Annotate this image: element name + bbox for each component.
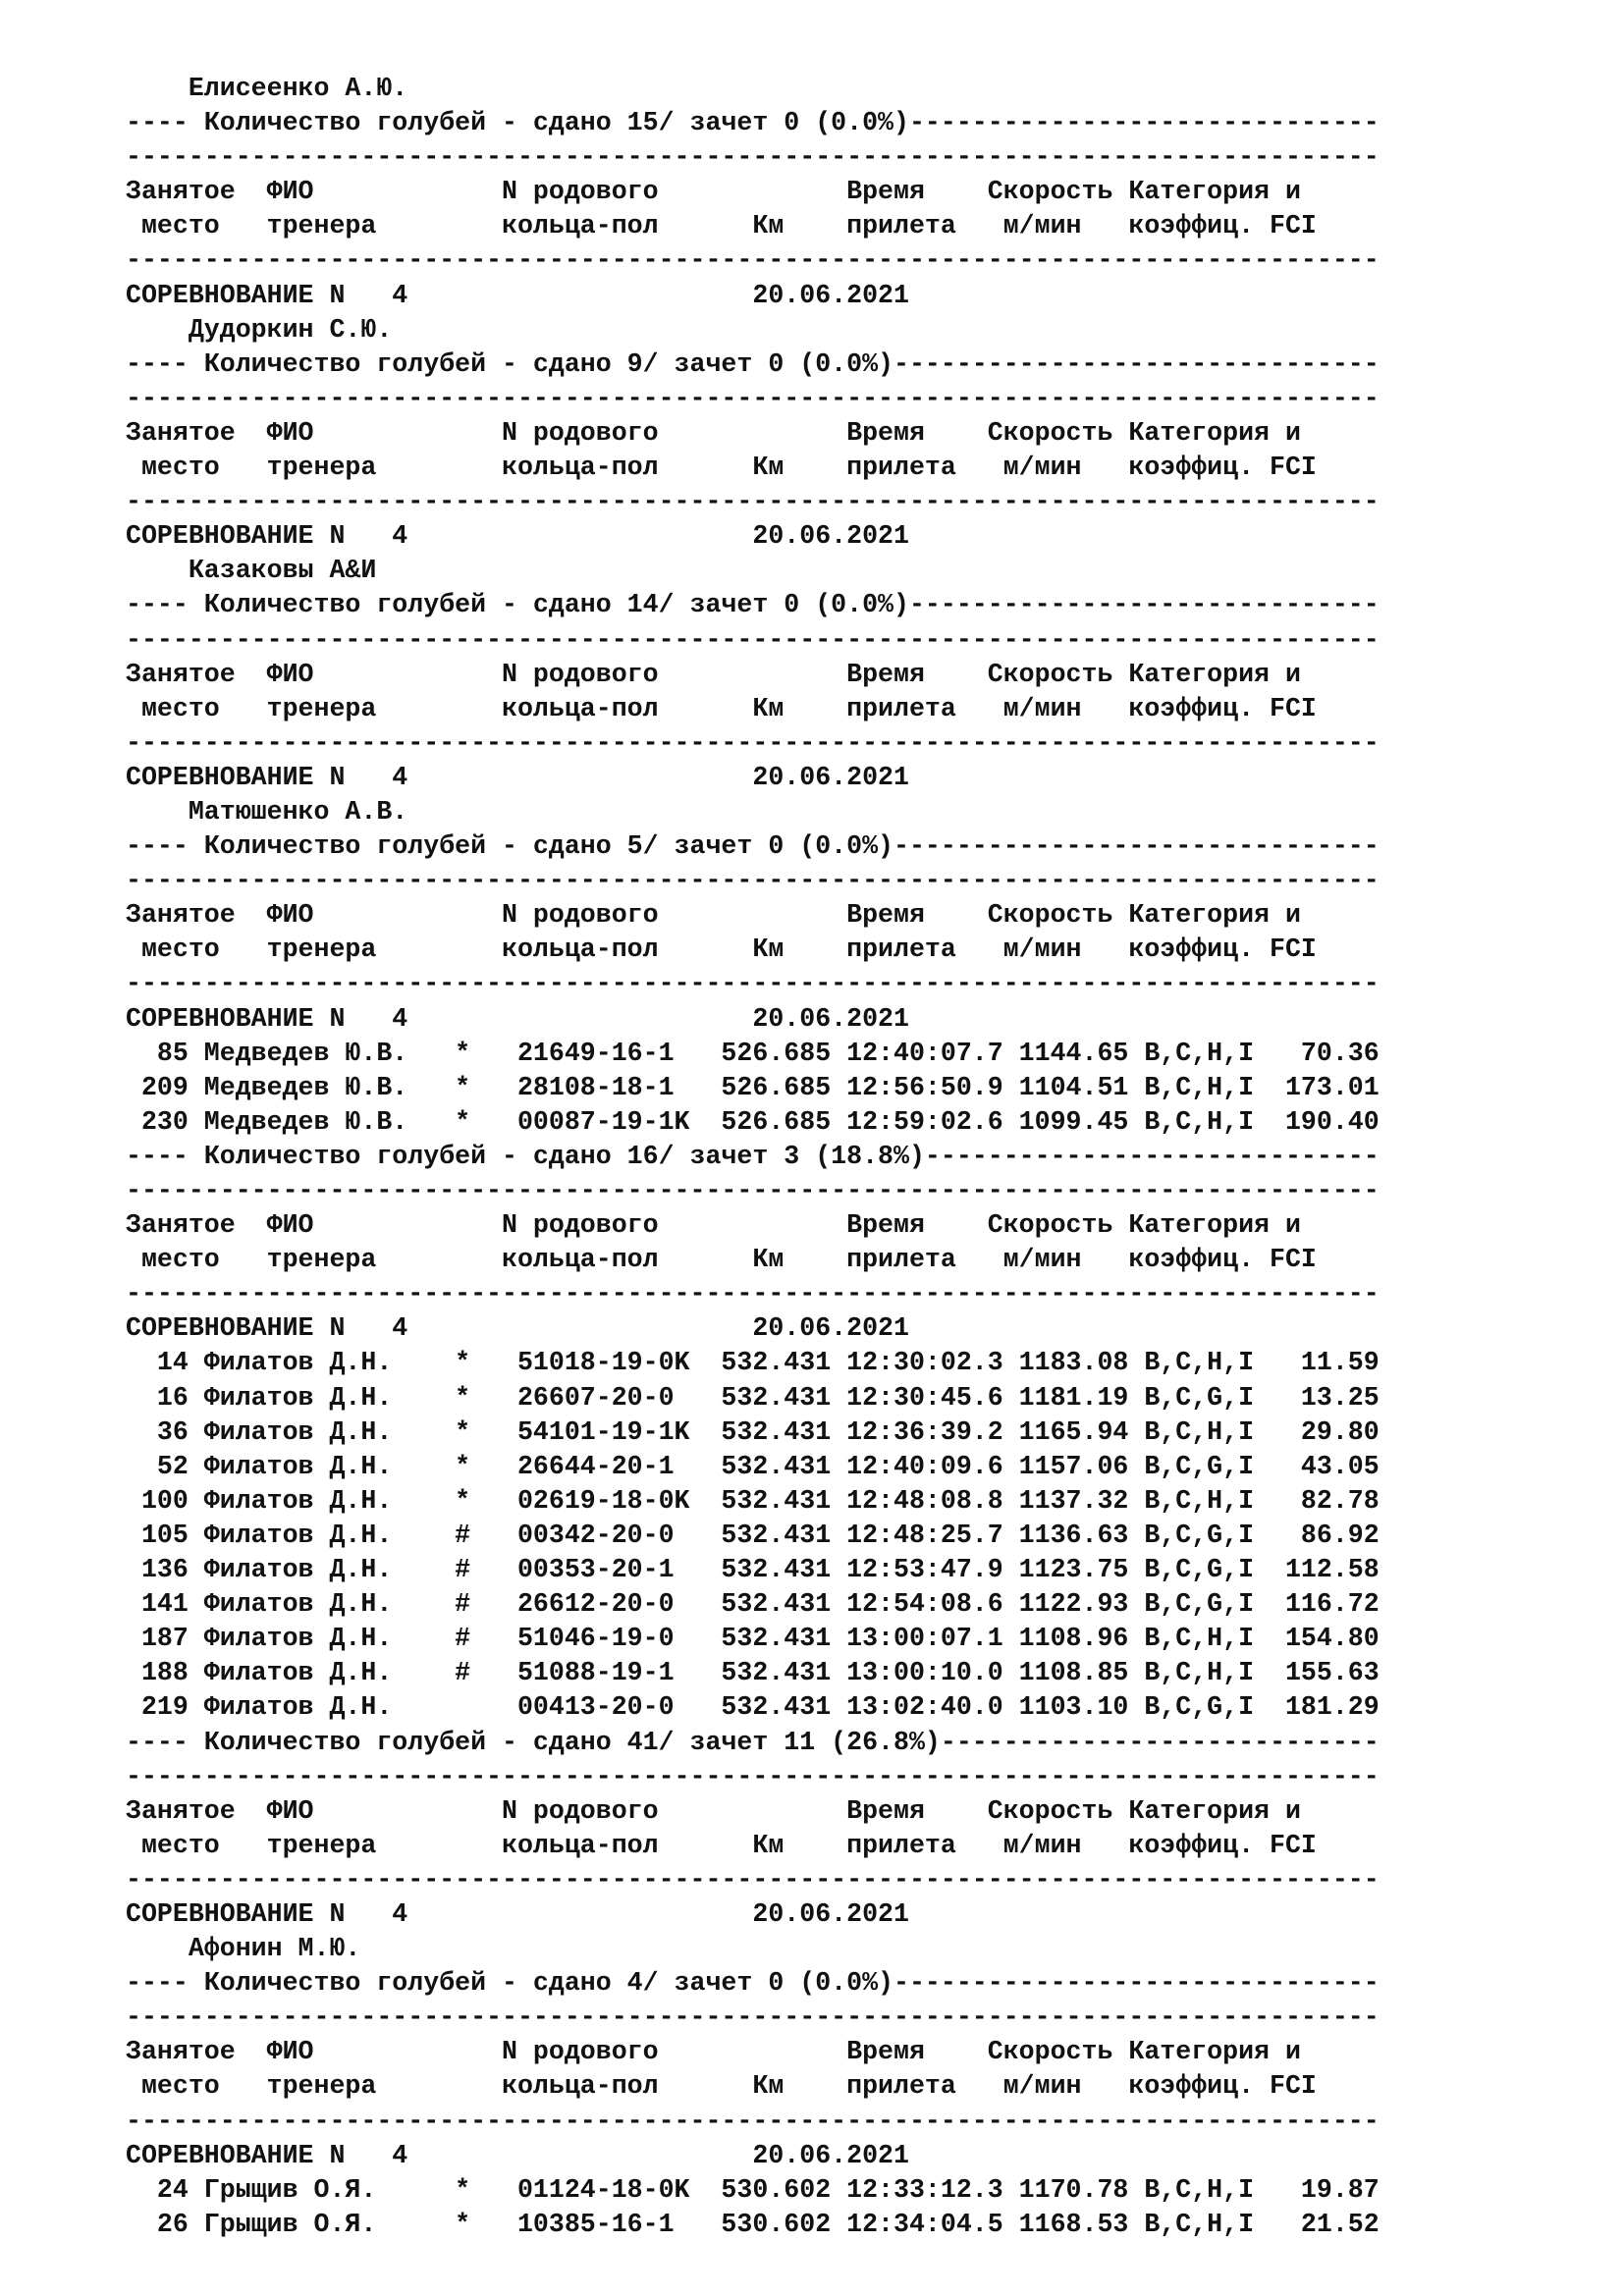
column-header-line: место тренера кольца-пол Км прилета м/мин коэффиц. FCI bbox=[126, 2071, 1317, 2102]
column-header-line: место тренера кольца-пол Км прилета м/мин коэффиц. FCI bbox=[126, 1830, 1317, 1860]
competition-header-line: СОРЕВНОВАНИЕ N 4 20.06.2021 bbox=[126, 2140, 909, 2170]
result-row: 85 Медведев Ю.В. * 21649-16-1 526.685 12:40:07.7 1144.65 B,C,H,I 70.36 bbox=[126, 1038, 1380, 1068]
separator-line: -------------------------------------------------------------------------------- bbox=[126, 1864, 1380, 1895]
fancier-name-line: Казаковы А&И bbox=[126, 556, 377, 586]
result-row: 16 Филатов Д.Н. * 26607-20-0 532.431 12:30:45.6 1181.19 B,C,G,I 13.25 bbox=[126, 1382, 1380, 1413]
summary-line: ---- Количество голубей - сдано 4/ зачет 0 (0.0%)------------------------------- bbox=[126, 1968, 1380, 1999]
separator-line: -------------------------------------------------------------------------------- bbox=[126, 1176, 1380, 1205]
competition-header-line: СОРЕВНОВАНИЕ N 4 20.06.2021 bbox=[126, 1313, 909, 1344]
result-row: 230 Медведев Ю.В. * 00087-19-1K 526.685 12:59:02.6 1099.45 B,C,H,I 190.40 bbox=[126, 1106, 1380, 1137]
column-header-line: место тренера кольца-пол Км прилета м/мин коэффиц. FCI bbox=[126, 211, 1317, 241]
result-row: 187 Филатов Д.Н. # 51046-19-0 532.431 13:00:07.1 1108.96 B,C,H,I 154.80 bbox=[126, 1624, 1380, 1654]
result-row: 14 Филатов Д.Н. * 51018-19-0K 532.431 12:30:02.3 1183.08 B,C,H,I 11.59 bbox=[126, 1348, 1380, 1378]
separator-line: -------------------------------------------------------------------------------- bbox=[126, 383, 1380, 413]
column-header-line: Занятое ФИО N родового Время Скорость Категория и bbox=[126, 900, 1301, 931]
competition-header-line: СОРЕВНОВАНИЕ N 4 20.06.2021 bbox=[126, 762, 909, 792]
result-row: 100 Филатов Д.Н. * 02619-18-0K 532.431 12:48:08.8 1137.32 B,C,H,I 82.78 bbox=[126, 1485, 1380, 1516]
competition-header-line: СОРЕВНОВАНИЕ N 4 20.06.2021 bbox=[126, 280, 909, 310]
column-header-line: Занятое ФИО N родового Время Скорость Категория и bbox=[126, 417, 1301, 448]
column-header-line: место тренера кольца-пол Км прилета м/мин коэффиц. FCI bbox=[126, 1245, 1317, 1275]
separator-line: -------------------------------------------------------------------------------- bbox=[126, 969, 1380, 999]
result-row: 52 Филатов Д.Н. * 26644-20-1 532.431 12:40:09.6 1157.06 B,C,G,I 43.05 bbox=[126, 1451, 1380, 1481]
fancier-name-line: Афонин М.Ю. bbox=[126, 1934, 361, 1964]
result-row: 26 Грыщив О.Я. * 10385-16-1 530.602 12:34:04.5 1168.53 B,C,H,I 21.52 bbox=[126, 2209, 1380, 2239]
competition-header-line: СОРЕВНОВАНИЕ N 4 20.06.2021 bbox=[126, 1898, 909, 1929]
summary-line: ---- Количество голубей - сдано 16/ зачет 3 (18.8%)----------------------------- bbox=[126, 1141, 1380, 1171]
summary-line: ---- Количество голубей - сдано 14/ зачет 0 (0.0%)------------------------------ bbox=[126, 590, 1380, 620]
column-header-line: Занятое ФИО N родового Время Скорость Категория и bbox=[126, 1210, 1301, 1241]
competition-header-line: СОРЕВНОВАНИЕ N 4 20.06.2021 bbox=[126, 1003, 909, 1034]
summary-line: ---- Количество голубей - сдано 15/ зачет 0 (0.0%)------------------------------ bbox=[126, 108, 1380, 138]
separator-line: -------------------------------------------------------------------------------- bbox=[126, 1761, 1380, 1791]
separator-line: -------------------------------------------------------------------------------- bbox=[126, 487, 1380, 517]
separator-line: -------------------------------------------------------------------------------- bbox=[126, 624, 1380, 655]
separator-line: -------------------------------------------------------------------------------- bbox=[126, 727, 1380, 758]
summary-line: ---- Количество голубей - сдано 41/ зачет 11 (26.8%)---------------------------- bbox=[126, 1727, 1380, 1757]
fancier-name-line: Елисеенко А.Ю. bbox=[126, 74, 408, 103]
result-row: 24 Грыщив О.Я. * 01124-18-0K 530.602 12:33:12.3 1170.78 B,C,H,I 19.87 bbox=[126, 2174, 1380, 2205]
separator-line: -------------------------------------------------------------------------------- bbox=[126, 1279, 1380, 1309]
result-row: 105 Филатов Д.Н. # 00342-20-0 532.431 12:48:25.7 1136.63 B,C,G,I 86.92 bbox=[126, 1520, 1380, 1550]
competition-header-line: СОРЕВНОВАНИЕ N 4 20.06.2021 bbox=[126, 521, 909, 552]
column-header-line: Занятое ФИО N родового Время Скорость Категория и bbox=[126, 177, 1301, 207]
fancier-name-line: Дудоркин С.Ю. bbox=[126, 314, 393, 345]
result-row: 219 Филатов Д.Н. 00413-20-0 532.431 13:02:40.0 1103.10 B,C,G,I 181.29 bbox=[126, 1692, 1380, 1723]
result-row: 136 Филатов Д.Н. # 00353-20-1 532.431 12:53:47.9 1123.75 B,C,G,I 112.58 bbox=[126, 1555, 1380, 1585]
result-row: 36 Филатов Д.Н. * 54101-19-1K 532.431 12:36:39.2 1165.94 B,C,H,I 29.80 bbox=[126, 1416, 1380, 1447]
summary-line: ---- Количество голубей - сдано 5/ зачет 0 (0.0%)------------------------------- bbox=[126, 831, 1380, 862]
column-header-line: место тренера кольца-пол Км прилета м/мин коэффиц. FCI bbox=[126, 934, 1317, 965]
separator-line: -------------------------------------------------------------------------------- bbox=[126, 245, 1380, 276]
column-header-line: Занятое ФИО N родового Время Скорость Категория и bbox=[126, 659, 1301, 689]
separator-line: -------------------------------------------------------------------------------- bbox=[126, 866, 1380, 896]
separator-line: -------------------------------------------------------------------------------- bbox=[126, 2002, 1380, 2033]
result-row: 141 Филатов Д.Н. # 26612-20-0 532.431 12:54:08.6 1122.93 B,C,G,I 116.72 bbox=[126, 1589, 1380, 1620]
fancier-name-line: Матюшенко А.В. bbox=[126, 796, 408, 827]
report-text bbox=[126, 72, 1380, 2242]
separator-line: -------------------------------------------------------------------------------- bbox=[126, 2106, 1380, 2136]
result-row: 188 Филатов Д.Н. # 51088-19-1 532.431 13:00:10.0 1108.85 B,C,H,I 155.63 bbox=[126, 1658, 1380, 1688]
result-row: 209 Медведев Ю.В. * 28108-18-1 526.685 12:56:50.9 1104.51 B,C,H,I 173.01 bbox=[126, 1072, 1380, 1102]
column-header-line: Занятое ФИО N родового Время Скорость Категория и bbox=[126, 1795, 1301, 1826]
column-header-line: место тренера кольца-пол Км прилета м/мин коэффиц. FCI bbox=[126, 693, 1317, 723]
column-header-line: Занятое ФИО N родового Время Скорость Категория и bbox=[126, 2037, 1301, 2067]
column-header-line: место тренера кольца-пол Км прилета м/мин коэффиц. FCI bbox=[126, 453, 1317, 483]
summary-line: ---- Количество голубей - сдано 9/ зачет 0 (0.0%)------------------------------- bbox=[126, 348, 1380, 379]
separator-line: -------------------------------------------------------------------------------- bbox=[126, 142, 1380, 173]
